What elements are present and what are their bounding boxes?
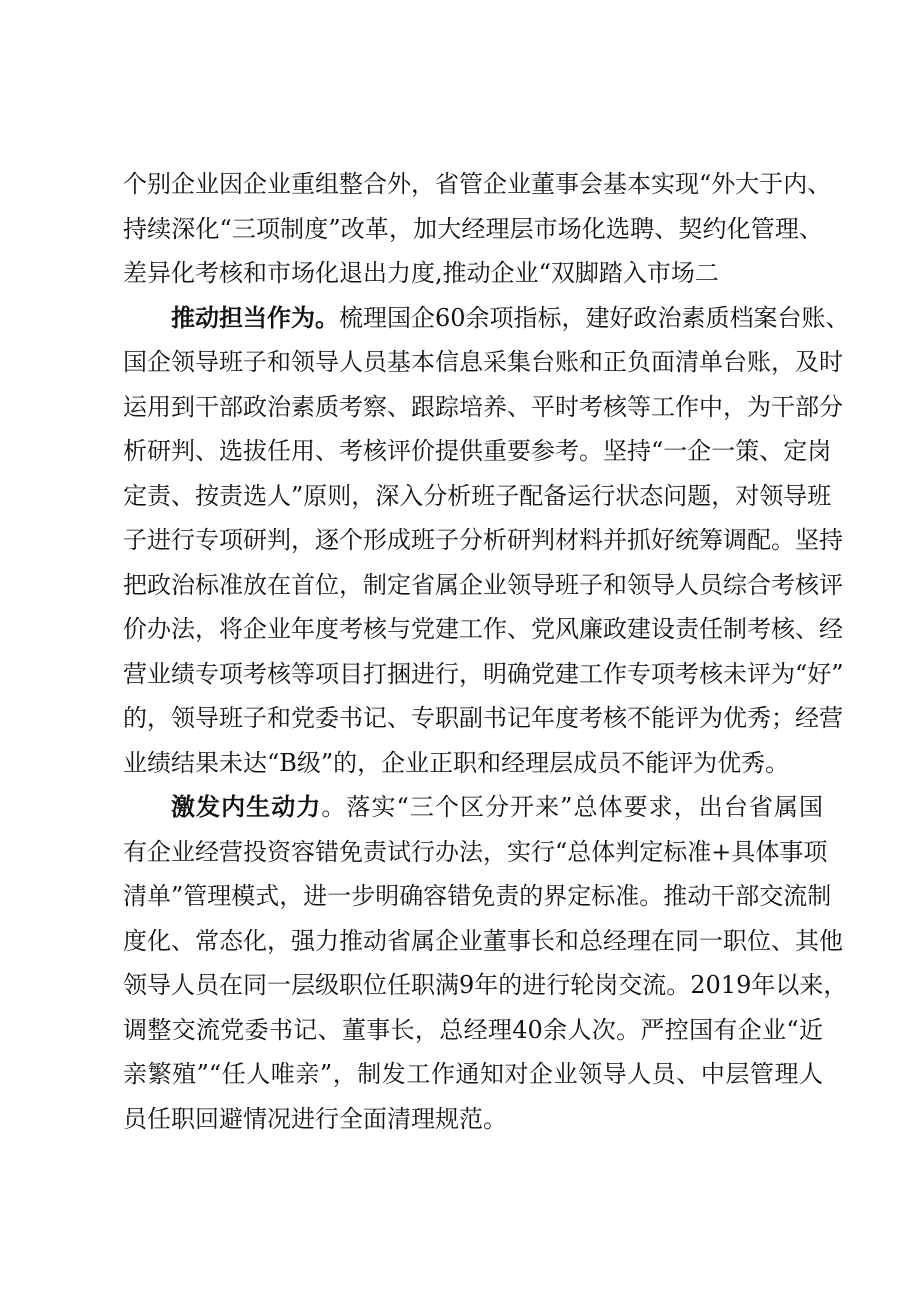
paragraph-3-line-1 [171,789,823,825]
paragraph-3-line-3: 清单”管理模式，进一步明确容错免责的界定标准。推动干部交流制 [123,882,832,910]
paragraph-2-line-3: 运用到干部政治素质考察、跟踪培养、平时考核等工作中，为干部分 [123,393,843,421]
paragraph-3-line-2: 有企业经营投资容错免责试行办法，实行“总体判定标准+具体事项 [123,838,828,866]
paragraph-2-line-11: 业绩结果未达“B级”的，企业正职和经理层成员不能评为优秀。 [123,749,790,777]
paragraph-2-line-2: 国企领导班子和领导人员基本信息采集台账和正负面清单台账，及时 [123,348,843,376]
paragraph-3-first-line-text: 。落实“三个区分开来”总体要求，出台省属国 [321,793,823,821]
paragraph-1-line-2: 持续深化“三项制度”改革，加大经理层市场化选聘、契约化管理、 [123,215,823,243]
paragraph-3-line-6: 调整交流党委书记、董事长，总经理40余人次。严控国有企业“近 [123,1016,823,1044]
paragraph-1-line-1: 个别企业因企业重组整合外，省管企业董事会基本实现“外大于内、 [123,170,832,198]
paragraph-2-line-8: 价办法，将企业年度考核与党建工作、党风廉政建设责任制考核、经 [123,615,843,643]
paragraph-3-heading: 激发内生动力 [171,792,322,821]
paragraph-3-line-4: 度化、常态化，强力推动省属企业董事长和总经理在同一职位、其他 [123,927,843,955]
paragraph-2-line-9: 营业绩专项考核等项目打捆进行，明确党建工作专项考核未评为“好” [123,660,844,688]
paragraph-3-line-5: 领导人员在同一层级职位任职满9年的进行轮岗交流。2019年以来， [123,971,848,999]
paragraph-2-line-10: 的，领导班子和党委书记、专职副书记年度考核不能评为优秀；经营 [123,704,843,732]
paragraph-2-line-4: 析研判、选拔任用、考核评价提供重要参考。坚持“一企一策、定岗 [123,437,832,465]
paragraph-3-line-7: 亲繁殖”“任人唯亲”，制发工作通知对企业领导人员、中层管理人 [123,1060,823,1088]
paragraph-1-line-3: 差异化考核和市场化退出力度,推动企业“双脚踏入市场二 [123,259,719,287]
paragraph-2-first-line-text: 梳理国企60余项指标，建好政治素质档案台账、 [339,304,850,332]
paragraph-2-line-6: 子进行专项研判，逐个形成班子分析研判材料并抓好统筹调配。坚持 [123,526,843,554]
paragraph-2-line-5: 定责、按责选人”原则，深入分析班子配备运行状态问题，对领导班 [123,482,832,510]
paragraph-2-heading: 推动担当作为。 [171,303,339,332]
paragraph-2-line-7: 把政治标准放在首位，制定省属企业领导班子和领导人员综合考核评 [123,571,843,599]
paragraph-3-line-8: 员任职回避情况进行全面清理规范。 [123,1105,507,1133]
paragraph-2-line-1 [171,300,850,336]
